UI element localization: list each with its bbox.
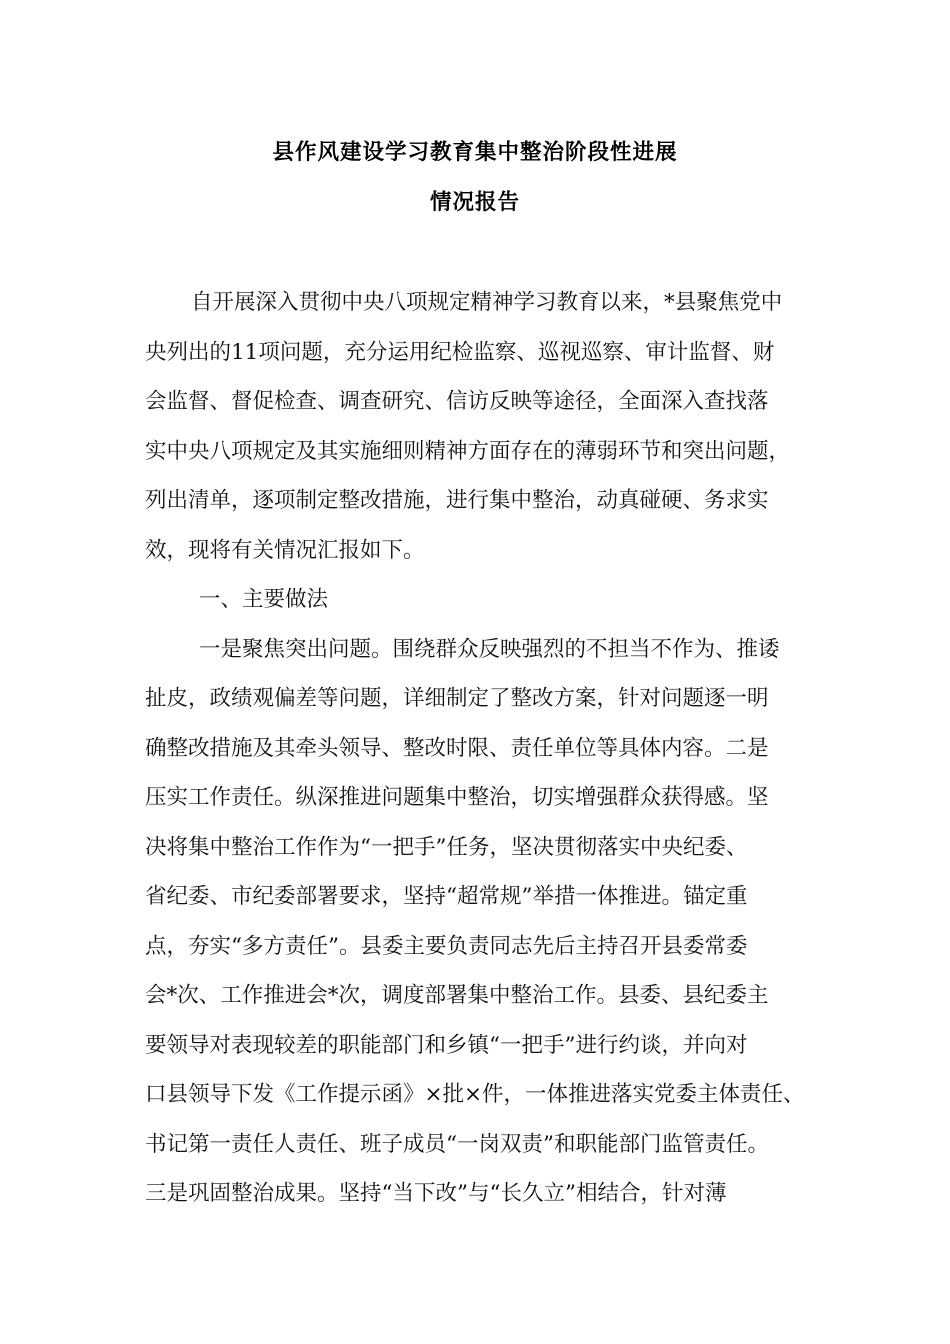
title-line-2: 情况报告 bbox=[429, 189, 520, 215]
paragraph-2-line-4: 压实工作责任。纵深推进问题集中整治，切实增强群众获得感。坚 bbox=[145, 785, 769, 810]
paragraph-1-line-4: 实中央八项规定及其实施细则精神方面存在的薄弱环节和突出问题， bbox=[145, 438, 791, 464]
paragraph-2-line-7: 点，夯实“多方责任”。县委主要负责同志先后主持召开县委常委 bbox=[145, 933, 748, 959]
paragraph-1-line-5: 列出清单，逐项制定整改措施，进行集中整治，动真碰硬、务求实 bbox=[145, 488, 769, 513]
paragraph-2-line-8: 会*次、工作推进会*次，调度部署集中整治工作。县委、县纪委主 bbox=[145, 983, 769, 1008]
paragraph-1-line-1: 自开展深入贯彻中央八项规定精神学习教育以来，*县聚焦党中 bbox=[191, 290, 783, 315]
paragraph-2-line-11: 书记第一责任人责任、班子成员“一岗双责”和职能部门监管责任。 bbox=[145, 1131, 769, 1157]
paragraph-2-line-10: 口县领导下发《工作提示函》×批×件，一体推进落实党委主体责任、 bbox=[145, 1082, 805, 1107]
paragraph-2-line-6: 省纪委、市纪委部署要求，坚持“超常规”举措一体推进。锚定重 bbox=[145, 884, 748, 909]
paragraph-2-line-9: 要领导对表现较差的职能部门和乡镇“一把手”进行约谈，并向对 bbox=[145, 1032, 748, 1058]
paragraph-2-line-2: 扯皮，政绩观偏差等问题，详细制定了整改方案，针对问题逐一明 bbox=[145, 686, 769, 711]
paragraph-2-line-5: 决将集中整治工作作为“一把手”任务，坚决贯彻落实中央纪委、 bbox=[145, 834, 748, 860]
paragraph-2-line-1: 一是聚焦突出问题。围绕群众反映强烈的不担当不作为、推诿 bbox=[199, 636, 780, 662]
paragraph-1-line-6: 效，现将有关情况汇报如下。 bbox=[145, 537, 425, 563]
document-title bbox=[120, 128, 830, 227]
section-heading-main-practices: 一、主要做法 bbox=[199, 587, 329, 612]
document-body bbox=[145, 278, 825, 1219]
paragraph-1-line-3: 会监督、督促检查、调查研究、信访反映等途径，全面深入查找落 bbox=[145, 389, 769, 414]
paragraph-2-line-12: 三是巩固整治成果。坚持“当下改”与“长久立”相结合，针对薄 bbox=[145, 1181, 727, 1206]
title-line-1: 县作风建设学习教育集中整治阶段性进展 bbox=[272, 140, 678, 165]
paragraph-2-line-3: 确整改措施及其牵头领导、整改时限、责任单位等具体内容。二是 bbox=[145, 735, 769, 761]
paragraph-1-line-2: 央列出的11项问题，充分运用纪检监察、巡视巡察、审计监督、财 bbox=[145, 339, 775, 365]
